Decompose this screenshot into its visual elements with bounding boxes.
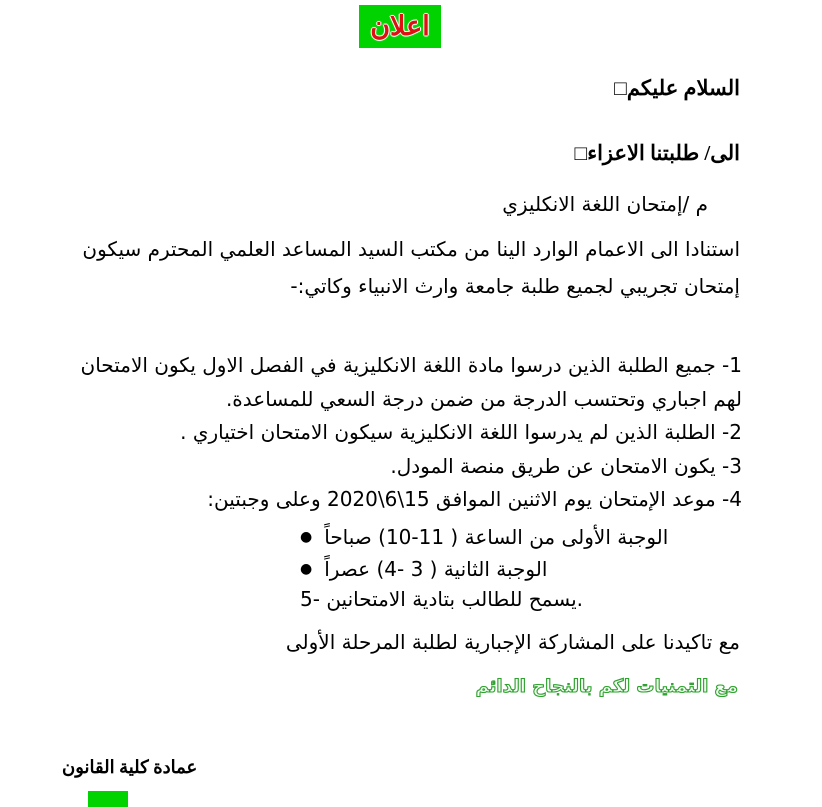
- banner-title: اعلان: [370, 11, 430, 42]
- bullet-icon: ●: [300, 529, 313, 545]
- list-item-4: 4- موعد الإمتحان يوم الاثنين الموافق 15\6\2020 وعلى وجبتين:: [207, 487, 742, 511]
- bottom-green-box: [88, 791, 128, 807]
- list-item-2: 2- الطلبة الذين لم يدرسوا اللغة الانكليزية سيكون الامتحان اختياري .: [180, 420, 742, 444]
- emphasis-line: مع تاكيدنا على المشاركة الإجبارية لطلبة المرحلة الأولى: [285, 630, 740, 654]
- numbered-list: [76, 349, 742, 517]
- intro-paragraph: استنادا الى الاعمام الوارد الينا من مكتب السيد المساعد العلمي المحترم سيكون إمتحان تجريبي لجميع طلبة جامعة وارث الانبياء وكاتي:-: [82, 237, 740, 298]
- shift-2-text: الوجبة الثانية ( 3 -4) عصراً: [324, 557, 548, 581]
- shift-1-text: الوجبة الأولى من الساعة ( 11-10) صباحاً: [324, 525, 669, 549]
- list-item-1: 1- جميع الطلبة الذين درسوا مادة اللغة الانكليزية في الفصل الاول يكون الامتحان لهم اجباري وتحتسب الدرجة من ضمن درجة السعي للمساعدة.: [80, 353, 742, 411]
- list-item-5: 5- يسمح للطالب بتادية الامتحانين.: [300, 587, 584, 611]
- greeting-line: السلام عليكم□: [614, 76, 740, 100]
- list-item-3: 3- يكون الامتحان عن طريق منصة المودل.: [390, 453, 742, 478]
- subject-line: م /إمتحان اللغة الانكليزي: [502, 192, 708, 216]
- signature-line: عمادة كلية القانون: [62, 757, 198, 777]
- announcement-banner: [359, 5, 441, 48]
- addressee-line: الى/ طلبتنا الاعزاء□: [574, 141, 740, 165]
- bullet-icon: ●: [300, 561, 313, 577]
- list-item-shift-2: [300, 553, 782, 585]
- wishes-line: مع التمنيات لكم بالنجاح الدائم: [475, 676, 738, 697]
- list-item-shift-1: [300, 521, 782, 553]
- shift-bullet-list: [300, 521, 782, 585]
